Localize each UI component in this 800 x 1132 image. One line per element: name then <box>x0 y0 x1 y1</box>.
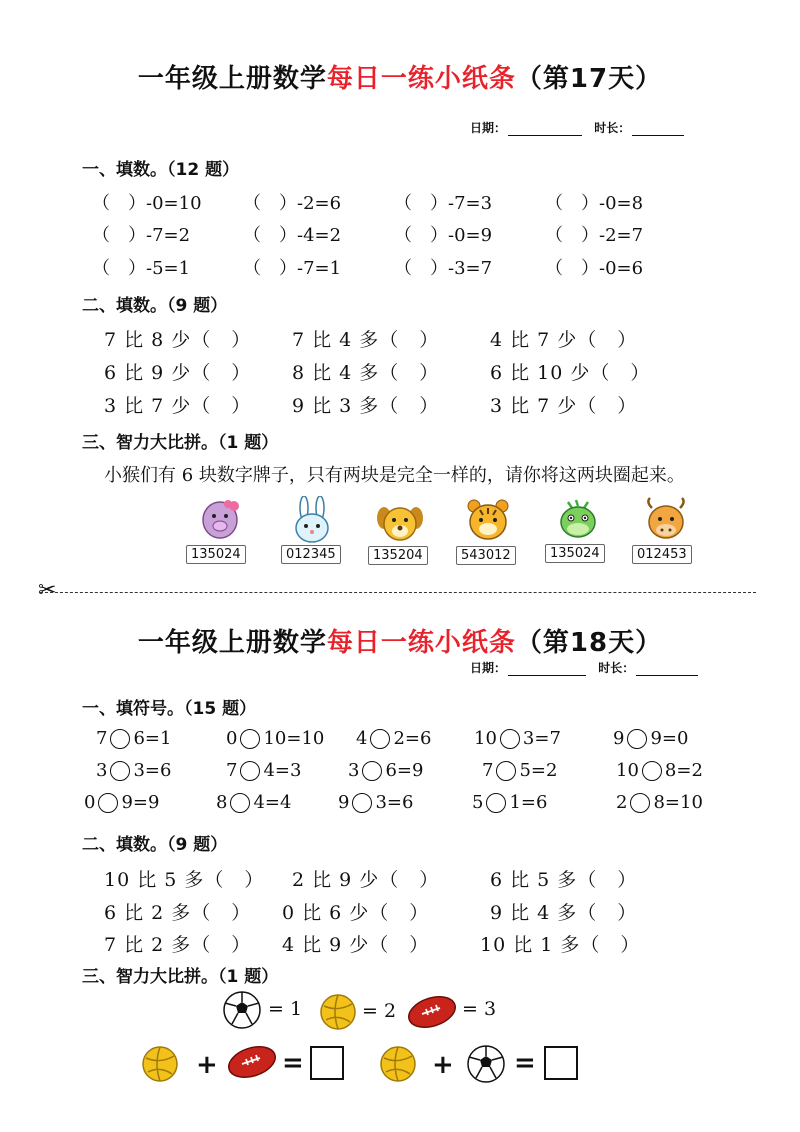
operand: 10 <box>616 760 639 781</box>
operand: 1=6 <box>509 792 548 813</box>
number-card[interactable]: 135024 <box>186 545 246 564</box>
equals-sign: = <box>282 1048 304 1078</box>
exercise-item[interactable]: （ ）-0=10 <box>92 193 202 214</box>
exercise-item[interactable]: 2 比 9 少（ ） <box>292 869 440 891</box>
time-blank[interactable] <box>636 663 698 676</box>
exercise-item[interactable]: （ ）-2=6 <box>243 193 342 214</box>
time-blank[interactable] <box>632 123 684 136</box>
title-prefix: 一年级上册数学 <box>137 64 327 94</box>
volleyball-icon <box>140 1044 180 1088</box>
operand: 3 <box>96 760 108 781</box>
operand: 2=6 <box>393 728 432 749</box>
symbol-circle[interactable] <box>486 793 506 813</box>
operand: 5 <box>472 792 484 813</box>
title-suffix: （第18天） <box>515 628 663 658</box>
date-label: 日期： <box>470 121 507 135</box>
operand: 7 <box>96 728 108 749</box>
section-heading: 三、智力大比拼。（1 题） <box>82 433 279 453</box>
exercise-item[interactable] <box>356 728 431 749</box>
exercise-item[interactable]: 7 比 8 少（ ） <box>104 329 252 351</box>
operand: 9 <box>338 792 350 813</box>
number-card[interactable]: 135204 <box>368 546 428 565</box>
dragon-icon <box>548 496 608 548</box>
plus-sign: + <box>196 1050 218 1080</box>
exercise-item[interactable]: 9 比 3 多（ ） <box>292 395 440 417</box>
number-card[interactable]: 543012 <box>456 546 516 565</box>
cow-icon <box>636 496 696 548</box>
operand: 9 <box>613 728 625 749</box>
exercise-item[interactable]: （ ）-0=6 <box>545 258 644 279</box>
operand: 3=6 <box>375 792 414 813</box>
operand: 3=6 <box>133 760 172 781</box>
exercise-item[interactable] <box>348 760 423 781</box>
exercise-item[interactable] <box>96 760 171 781</box>
exercise-item[interactable] <box>226 728 324 749</box>
operand: 4=4 <box>253 792 292 813</box>
operand: 7 <box>482 760 494 781</box>
answer-box[interactable] <box>544 1046 578 1080</box>
volleyball-icon <box>378 1044 418 1088</box>
answer-box[interactable] <box>310 1046 344 1080</box>
page-title-day18 <box>0 622 800 659</box>
exercise-item[interactable]: （ ）-7=1 <box>243 258 342 279</box>
operand: 4=3 <box>263 760 302 781</box>
title-highlight: 每日一练小纸条 <box>326 64 516 94</box>
title-suffix: （第17天） <box>515 64 663 94</box>
exercise-item[interactable]: （ ）-7=2 <box>92 225 191 246</box>
symbol-circle[interactable] <box>240 729 260 749</box>
symbol-circle[interactable] <box>500 729 520 749</box>
exercise-item[interactable] <box>482 760 557 781</box>
exercise-item[interactable]: （ ）-3=7 <box>394 258 493 279</box>
exercise-item[interactable]: 10 比 5 多（ ） <box>104 869 265 891</box>
puzzle-text: 小猴们有 6 块数字牌子，只有两块是完全一样的，请你将这两块圈起来。 <box>104 465 685 486</box>
exercise-item[interactable] <box>216 792 291 813</box>
football-icon <box>406 992 458 1036</box>
rabbit-icon <box>282 496 342 548</box>
date-blank[interactable] <box>508 123 582 136</box>
operand: 6=1 <box>133 728 172 749</box>
symbol-circle[interactable] <box>352 793 372 813</box>
symbol-circle[interactable] <box>642 761 662 781</box>
exercise-item[interactable]: 3 比 7 少（ ） <box>490 395 638 417</box>
exercise-item[interactable]: （ ）-0=9 <box>394 225 493 246</box>
operand: 8 <box>216 792 228 813</box>
exercise-item[interactable] <box>613 728 688 749</box>
operand: 0 <box>226 728 238 749</box>
volleyball-icon <box>318 992 358 1036</box>
exercise-item[interactable]: 7 比 2 多（ ） <box>104 934 252 956</box>
plus-sign: + <box>432 1050 454 1080</box>
symbol-circle[interactable] <box>496 761 516 781</box>
symbol-circle[interactable] <box>110 761 130 781</box>
date-time-line-day17 <box>470 119 692 136</box>
date-time-line-day18 <box>470 659 706 676</box>
title-highlight: 每日一练小纸条 <box>326 628 516 658</box>
exercise-item[interactable] <box>472 792 547 813</box>
operand: 5=2 <box>519 760 558 781</box>
symbol-circle[interactable] <box>98 793 118 813</box>
exercise-item[interactable]: 8 比 4 多（ ） <box>292 362 440 384</box>
operand: 9=0 <box>650 728 689 749</box>
number-card[interactable]: 012453 <box>632 545 692 564</box>
operand: 8=10 <box>653 792 703 813</box>
title-prefix: 一年级上册数学 <box>137 628 327 658</box>
time-label: 时长： <box>598 661 635 675</box>
operand: 7 <box>226 760 238 781</box>
date-blank[interactable] <box>508 663 586 676</box>
time-label: 时长： <box>594 121 631 135</box>
operand: 4 <box>356 728 368 749</box>
legend-value: = 3 <box>462 998 497 1020</box>
exercise-item[interactable]: 10 比 1 多（ ） <box>480 934 641 956</box>
symbol-circle[interactable] <box>230 793 250 813</box>
section-heading: 二、填数。（9 题） <box>82 296 228 316</box>
operand: 8=2 <box>664 760 703 781</box>
number-card[interactable]: 135024 <box>545 544 605 563</box>
exercise-item[interactable] <box>338 792 413 813</box>
exercise-item[interactable]: 9 比 4 多（ ） <box>490 902 638 924</box>
pig-icon <box>190 496 250 548</box>
operand: 10 <box>474 728 497 749</box>
section-heading: 二、填数。（9 题） <box>82 835 228 855</box>
soccer-ball-icon <box>466 1044 506 1088</box>
exercise-item[interactable]: 0 比 6 少（ ） <box>282 902 430 924</box>
exercise-item[interactable]: 6 比 9 少（ ） <box>104 362 252 384</box>
exercise-item[interactable]: （ ）-0=8 <box>545 193 644 214</box>
number-card[interactable]: 012345 <box>281 545 341 564</box>
section-heading: 三、智力大比拼。（1 题） <box>82 967 279 987</box>
exercise-item[interactable]: 6 比 2 多（ ） <box>104 902 252 924</box>
operand: 3=7 <box>522 728 561 749</box>
exercise-item[interactable]: 7 比 4 多（ ） <box>292 329 440 351</box>
operand: 9=9 <box>121 792 160 813</box>
exercise-item[interactable] <box>474 728 561 749</box>
exercise-item[interactable] <box>96 728 171 749</box>
legend-value: = 1 <box>268 998 303 1020</box>
exercise-item[interactable] <box>84 792 159 813</box>
exercise-item[interactable] <box>616 760 703 781</box>
exercise-item[interactable]: 3 比 7 少（ ） <box>104 395 252 417</box>
football-icon <box>226 1042 278 1086</box>
exercise-item[interactable]: 6 比 5 多（ ） <box>490 869 638 891</box>
symbol-circle[interactable] <box>110 729 130 749</box>
symbol-circle[interactable] <box>370 729 390 749</box>
operand: 2 <box>616 792 628 813</box>
section-heading: 一、填数。（12 题） <box>82 160 240 180</box>
cut-line <box>40 592 756 593</box>
dog-icon <box>370 498 430 550</box>
page-title-day17 <box>0 58 800 95</box>
exercise-item[interactable]: （ ）-2=7 <box>545 225 644 246</box>
legend-value: = 2 <box>362 1000 397 1022</box>
exercise-item[interactable]: 4 比 9 少（ ） <box>282 934 430 956</box>
operand: 6=9 <box>385 760 424 781</box>
exercise-item[interactable]: （ ）-7=3 <box>394 193 493 214</box>
symbol-circle[interactable] <box>630 793 650 813</box>
operand: 0 <box>84 792 96 813</box>
symbol-circle[interactable] <box>627 729 647 749</box>
soccer-ball-icon <box>222 990 262 1034</box>
exercise-item[interactable]: 6 比 10 少（ ） <box>490 362 651 384</box>
operand: 10=10 <box>263 728 325 749</box>
exercise-item[interactable] <box>226 760 301 781</box>
symbol-circle[interactable] <box>240 761 260 781</box>
exercise-item[interactable]: 4 比 7 少（ ） <box>490 329 638 351</box>
symbol-circle[interactable] <box>362 761 382 781</box>
date-label: 日期： <box>470 661 507 675</box>
exercise-item[interactable]: （ ）-4=2 <box>243 225 342 246</box>
equals-sign: = <box>514 1048 536 1078</box>
scissors-icon: ✂ <box>38 578 57 603</box>
operand: 3 <box>348 760 360 781</box>
exercise-item[interactable]: （ ）-5=1 <box>92 258 191 279</box>
tiger-icon <box>458 496 518 548</box>
section-heading: 一、填符号。（15 题） <box>82 699 257 719</box>
exercise-item[interactable] <box>616 792 703 813</box>
